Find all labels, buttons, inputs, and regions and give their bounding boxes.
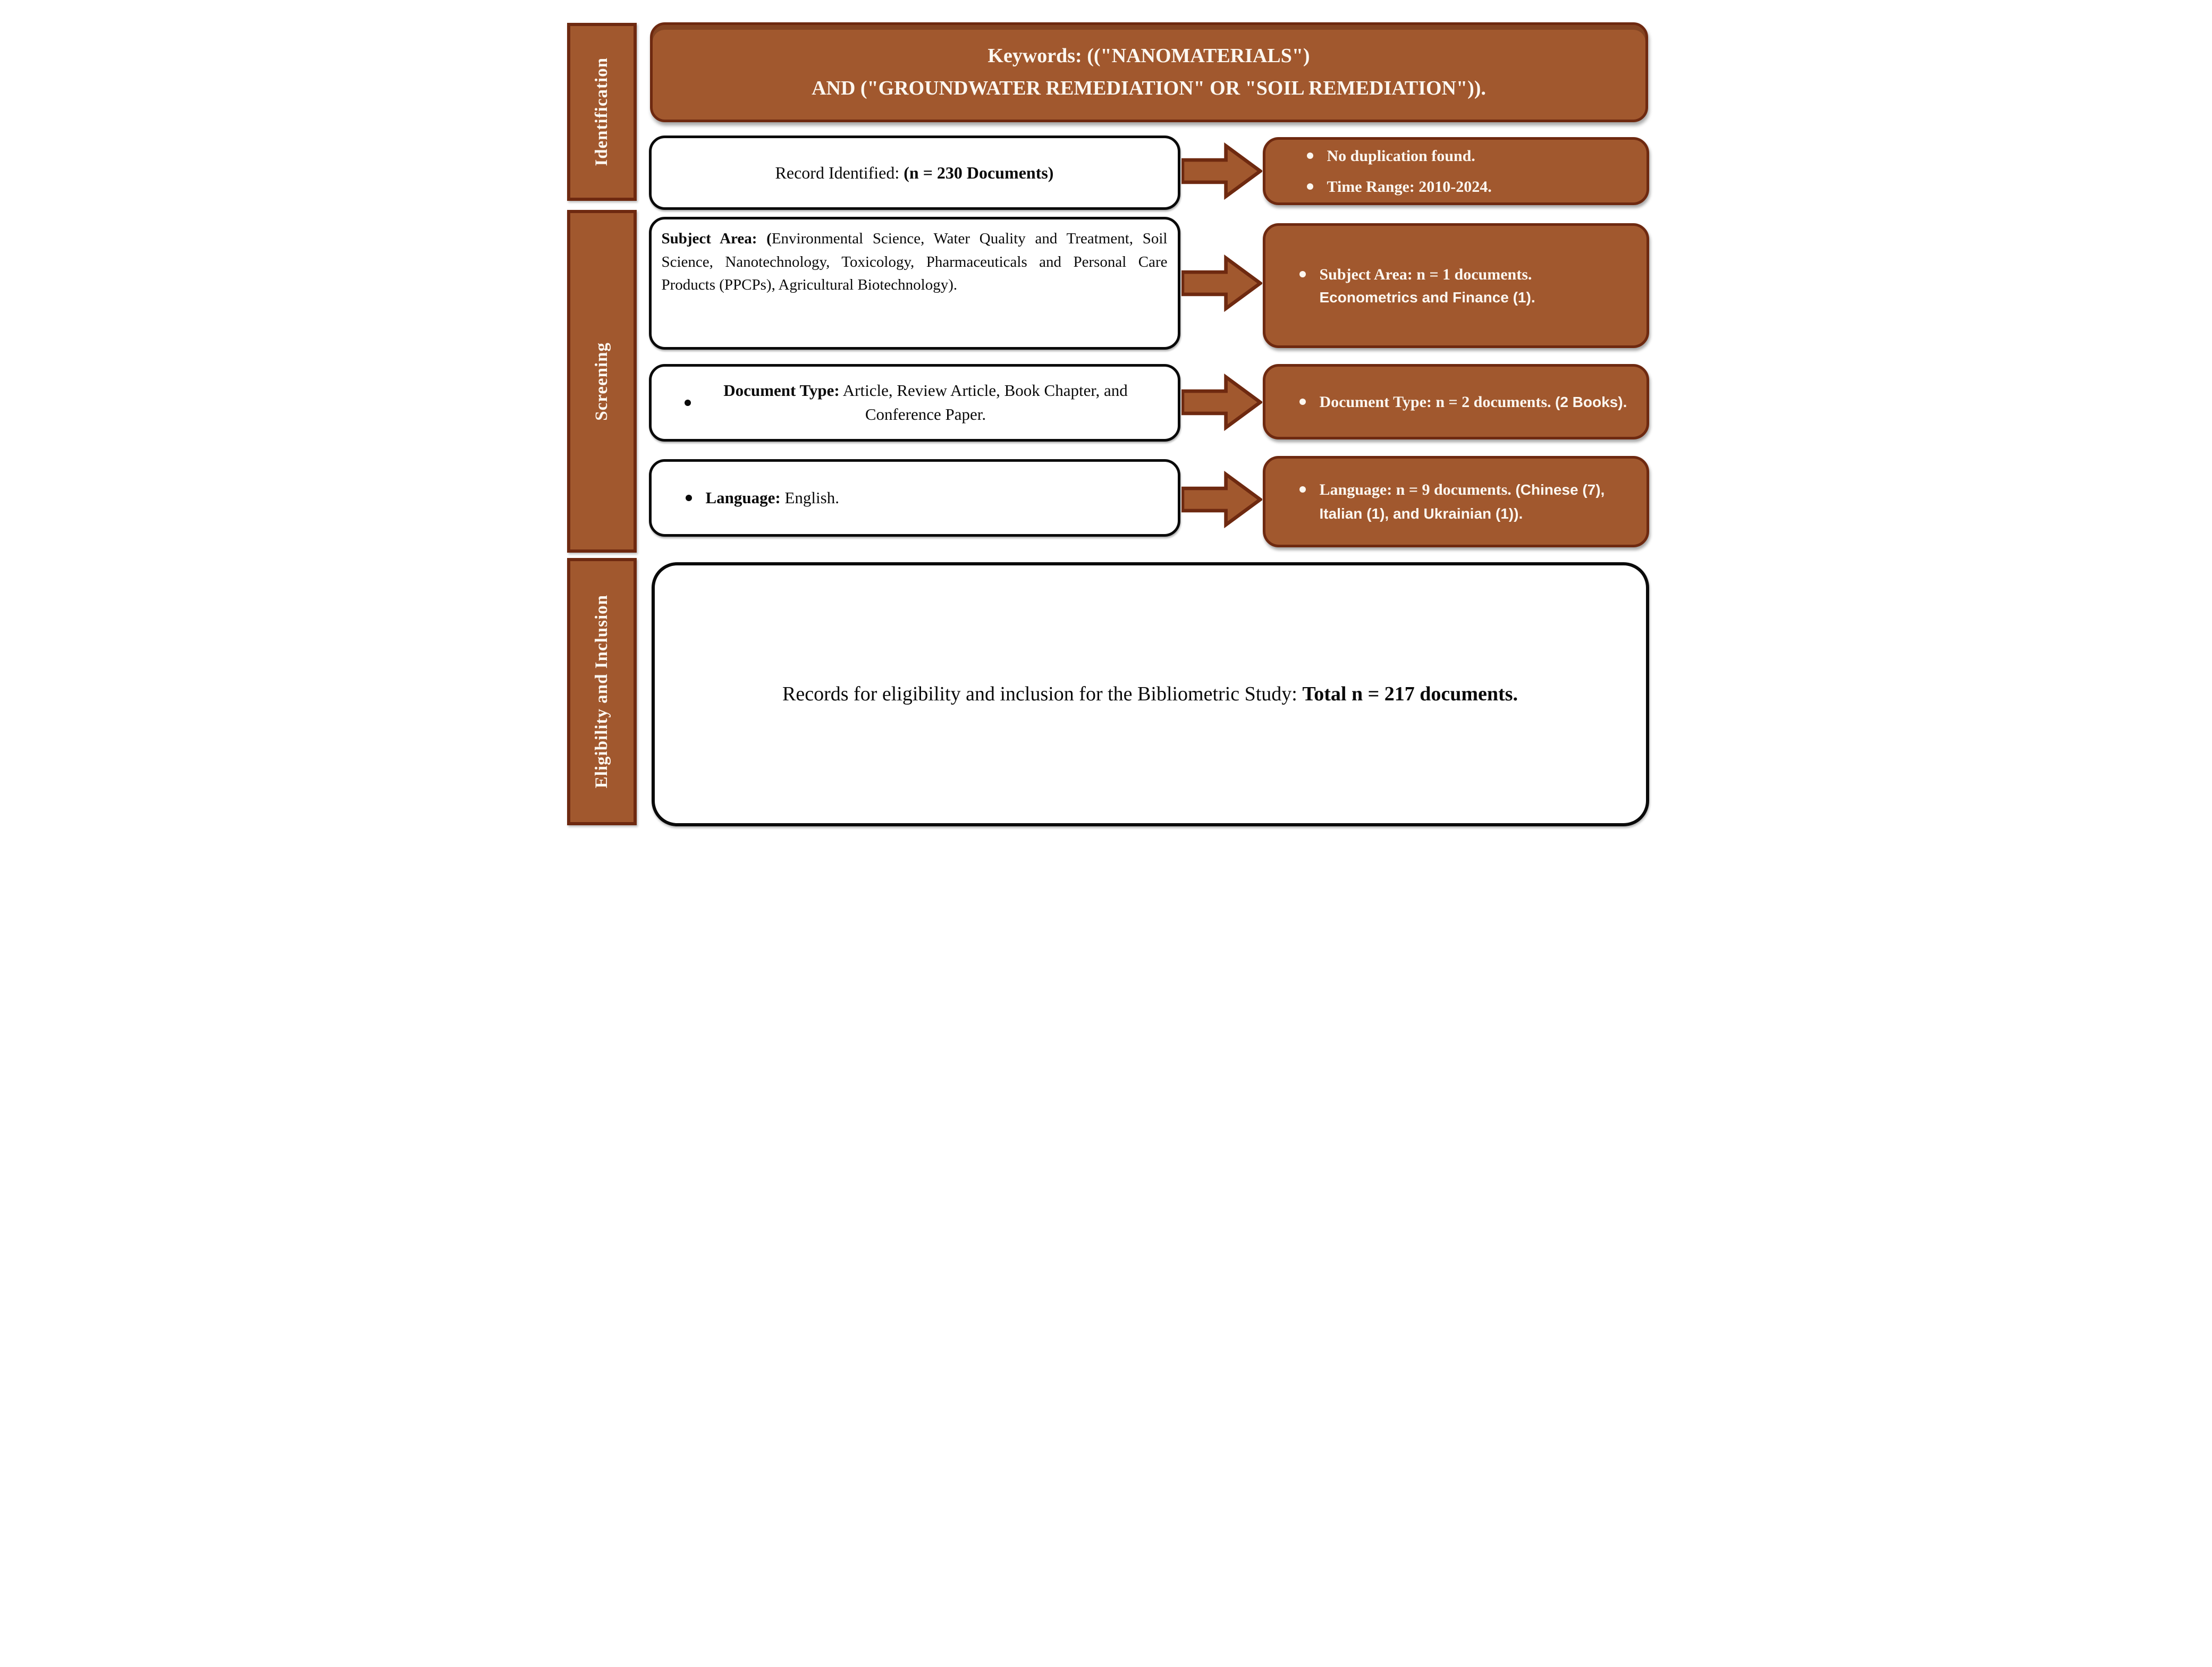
subject-area-text <box>662 227 1168 297</box>
bullet-icon <box>686 495 692 501</box>
dedup-bullet-row-2 <box>1307 175 1636 199</box>
arrow-right-icon <box>1181 252 1262 315</box>
arrow-right-icon <box>1181 468 1262 531</box>
inclusion-text-bold: Total n = 217 documents. <box>1302 683 1518 706</box>
arrow-right-icon <box>1181 371 1262 434</box>
bullet-icon <box>1307 153 1313 159</box>
doctype-result-sans: (2 Books). <box>1555 393 1627 410</box>
document-type-label: Document Type: <box>723 381 840 400</box>
language-box <box>649 459 1180 537</box>
subject-result-row <box>1299 263 1632 309</box>
stage-identification-label: Identification <box>592 57 611 166</box>
subject-result-text <box>1320 263 1632 309</box>
document-type-list: Article, Review Article, Book Chapter, and Conference Paper. <box>839 381 1128 424</box>
keywords-line-1: Keywords: (("NANOMATERIALS") <box>987 44 1310 67</box>
dedup-result-1: No duplication found. <box>1327 147 1475 165</box>
keywords-line-2: AND ("GROUNDWATER REMEDIATION" OR "SOIL REMEDIATION")). <box>812 77 1486 99</box>
subject-area-label: Subject Area: ( <box>661 230 772 247</box>
record-identified-text <box>775 163 1054 183</box>
doctype-result-text <box>1320 390 1632 414</box>
subject-area-box <box>649 217 1180 350</box>
record-identified-count: (n = 230 Documents) <box>904 163 1054 182</box>
document-type-box <box>649 364 1180 442</box>
subject-result-sans: Econometrics and Finance (1). <box>1319 289 1535 306</box>
subject-area-result-box <box>1263 223 1649 348</box>
document-type-result-box <box>1263 364 1649 439</box>
doctype-result-row <box>1299 390 1632 414</box>
eligibility-inclusion-box <box>652 562 1649 826</box>
bullet-icon <box>1307 183 1313 190</box>
dedup-bullet-row-1 <box>1307 144 1636 168</box>
bullet-icon <box>1299 399 1306 405</box>
language-result-serif: Language: n = 9 documents. <box>1319 481 1516 498</box>
bullet-icon <box>685 400 691 406</box>
stage-eligibility <box>567 558 637 825</box>
stage-eligibility-label: Eligibility and Inclusion <box>592 595 611 789</box>
inclusion-text-regular: Records for eligibility and inclusion for the Bibliometric Study: <box>782 683 1303 706</box>
doctype-result-serif: Document Type: n = 2 documents. <box>1319 393 1555 411</box>
language-result-text <box>1320 478 1634 526</box>
language-result-row <box>1299 478 1634 526</box>
record-identified-prefix: Record Identified: <box>775 163 904 182</box>
bullet-icon <box>1299 271 1306 277</box>
dedup-result-2: Time Range: 2010-2024. <box>1327 177 1492 196</box>
language-result-sans: (Chinese (7), Italian (1), and Ukrainian (1)). <box>1319 481 1605 522</box>
keywords-banner <box>650 22 1648 122</box>
stage-identification <box>567 23 637 201</box>
arrow-right-icon <box>1181 140 1262 202</box>
stage-screening <box>567 210 637 553</box>
subject-area-list: Environmental Science, Water Quality and Treatment, Soil Science, Nanotechnology, Toxicology, Pharmaceuticals and Personal Care Products (PPCPs), Agricultural Biotechnology). <box>661 230 1168 293</box>
language-text <box>706 488 839 507</box>
subject-result-serif: Subject Area: n = 1 documents. <box>1319 266 1532 283</box>
stage-screening-label: Screening <box>592 342 611 421</box>
document-type-text <box>705 379 1163 427</box>
eligibility-inclusion-text <box>724 676 1576 712</box>
record-identified-box <box>649 136 1180 210</box>
language-result-box <box>1263 456 1649 547</box>
bullet-icon <box>1299 486 1306 493</box>
language-value: English. <box>780 488 839 507</box>
deduplication-result-box <box>1263 137 1649 205</box>
prisma-flow-diagram <box>553 0 1659 834</box>
language-label: Language: <box>705 488 781 507</box>
